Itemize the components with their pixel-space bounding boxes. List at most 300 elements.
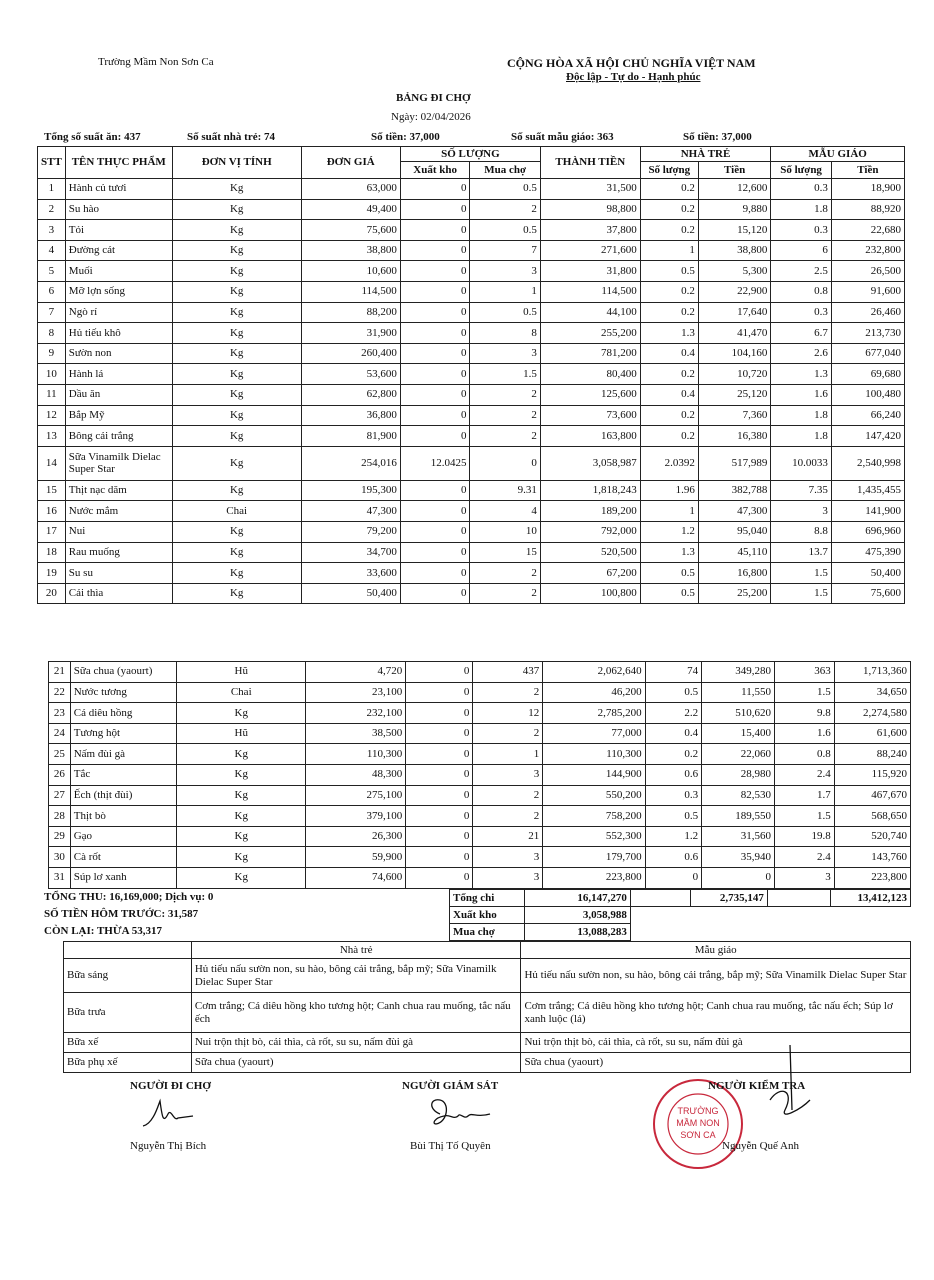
- cell-kinder-qty: 0.3: [771, 302, 831, 323]
- cell-qty-buy: 3: [470, 343, 540, 364]
- col-nursery-qty: Số lượng: [640, 162, 698, 179]
- cell-nursery-money: 38,800: [698, 240, 770, 261]
- cell-qty-out: 0: [406, 764, 473, 785]
- empty-cell: [767, 890, 830, 907]
- cell-stt: 1: [38, 179, 66, 200]
- cell-qty-out: 0: [400, 302, 470, 323]
- cell-qty-out: 0: [400, 426, 470, 447]
- cell-total: 125,600: [540, 384, 640, 405]
- cell-item-name: Nấm đùi gà: [70, 744, 177, 765]
- market-buy-label: Mua chợ: [450, 924, 525, 941]
- cell-item-name: Thịt nạc dăm: [65, 480, 172, 501]
- cell-kinder-qty: 3: [775, 867, 835, 888]
- cell-unit: Kg: [177, 703, 306, 724]
- cell-total: 31,800: [540, 261, 640, 282]
- cell-total: 550,200: [543, 785, 645, 806]
- cell-qty-out: 0: [400, 261, 470, 282]
- breakfast-kinder: Hủ tiếu nấu sườn non, su hào, bông cải trắng, bắp mỹ; Sữa Vinamilk Dielac Super Star: [521, 959, 911, 993]
- cell-qty-out: 0: [400, 583, 470, 604]
- cell-kinder-money: 2,274,580: [834, 703, 910, 724]
- cell-price: 53,600: [301, 364, 400, 385]
- cell-nursery-qty: 0.2: [640, 405, 698, 426]
- cell-nursery-qty: 0.2: [640, 426, 698, 447]
- page-title: BẢNG ĐI CHỢ: [396, 92, 471, 104]
- cell-qty-buy: 3: [473, 847, 543, 868]
- cell-kinder-qty: 0.3: [771, 220, 831, 241]
- kinder-meals: Số suất mẫu giáo: 363: [511, 131, 614, 143]
- cell-nursery-qty: 1.3: [640, 323, 698, 344]
- cell-unit: Kg: [172, 446, 301, 480]
- previous-balance: SỐ TIỀN HÔM TRƯỚC: 31,587: [44, 908, 199, 920]
- table-row: [49, 764, 911, 785]
- cell-kinder-money: 696,960: [831, 521, 904, 542]
- cell-total: 792,000: [540, 521, 640, 542]
- cell-qty-out: 0: [400, 240, 470, 261]
- cell-kinder-money: 232,800: [831, 240, 904, 261]
- cell-item-name: Su hào: [65, 199, 172, 220]
- cell-qty-buy: 15: [470, 542, 540, 563]
- table-row: [38, 563, 905, 584]
- cell-price: 260,400: [301, 343, 400, 364]
- cell-qty-out: 0: [406, 867, 473, 888]
- cell-unit: Kg: [172, 302, 301, 323]
- cell-qty-out: 0: [400, 384, 470, 405]
- cell-stt: 18: [38, 542, 66, 563]
- cell-unit: Kg: [172, 343, 301, 364]
- cell-stt: 22: [49, 682, 71, 703]
- cell-qty-buy: 1: [473, 744, 543, 765]
- cell-price: 33,600: [301, 563, 400, 584]
- cell-nursery-money: 15,120: [698, 220, 770, 241]
- cell-total: 271,600: [540, 240, 640, 261]
- cell-kinder-qty: 1.8: [771, 426, 831, 447]
- table-row: [38, 446, 905, 480]
- cell-unit: Kg: [172, 199, 301, 220]
- cell-item-name: Nước tương: [70, 682, 177, 703]
- col-kinder-money: Tiền: [831, 162, 904, 179]
- cell-qty-out: 0: [400, 343, 470, 364]
- meal-afternoon: Bữa xế: [64, 1033, 192, 1053]
- cell-kinder-qty: 2.4: [775, 764, 835, 785]
- cell-item-name: Đường cát: [65, 240, 172, 261]
- nursery-meals: Số suất nhà trẻ: 74: [187, 131, 276, 143]
- cell-item-name: Bắp Mỹ: [65, 405, 172, 426]
- cell-total: 520,500: [540, 542, 640, 563]
- total-meals: Tổng số suất ăn: 437: [44, 131, 141, 143]
- cell-unit: Hũ: [177, 723, 306, 744]
- cell-qty-out: 0: [406, 662, 473, 683]
- cell-price: 63,000: [301, 179, 400, 200]
- table-row: [49, 785, 911, 806]
- stamp-line1: TRƯỜNG: [677, 1106, 719, 1116]
- cell-kinder-money: 18,900: [831, 179, 904, 200]
- warehouse-out: 3,058,988: [524, 907, 630, 924]
- cell-unit: Kg: [172, 323, 301, 344]
- cell-unit: Kg: [172, 220, 301, 241]
- cell-kinder-money: 26,500: [831, 261, 904, 282]
- table-row: [38, 343, 905, 364]
- buyer-title: NGƯỜI ĐI CHỢ: [130, 1080, 211, 1092]
- empty-cell: [64, 942, 192, 959]
- cell-qty-buy: 0.5: [470, 179, 540, 200]
- cell-qty-buy: 2: [470, 583, 540, 604]
- cell-item-name: Sữa chua (yaourt): [70, 662, 177, 683]
- cell-nursery-money: 25,120: [698, 384, 770, 405]
- table-row: [38, 583, 905, 604]
- cell-qty-buy: 1: [470, 281, 540, 302]
- meal-lunch: Bữa trưa: [64, 993, 192, 1033]
- cell-qty-out: 0: [406, 785, 473, 806]
- col-total: THÀNH TIỀN: [540, 147, 640, 179]
- cell-unit: Kg: [172, 364, 301, 385]
- market-table-part1: [37, 146, 905, 604]
- total-income: TỔNG THU: 16,169,000; Dịch vụ: 0: [44, 891, 214, 903]
- cell-item-name: Sữa Vinamilk Dielac Super Star: [65, 446, 172, 480]
- cell-nursery-money: 17,640: [698, 302, 770, 323]
- checker-signature: [740, 1040, 820, 1130]
- cell-total: 2,785,200: [543, 703, 645, 724]
- cell-kinder-qty: 1.6: [775, 723, 835, 744]
- cell-nursery-qty: 0.2: [640, 364, 698, 385]
- table-row: [38, 426, 905, 447]
- col-unit: ĐƠN VỊ TÍNH: [172, 147, 301, 179]
- cell-kinder-qty: 1.8: [771, 405, 831, 426]
- cell-item-name: Hành lá: [65, 364, 172, 385]
- cell-nursery-money: 349,280: [702, 662, 775, 683]
- cell-unit: Hũ: [177, 662, 306, 683]
- cell-nursery-money: 35,940: [702, 847, 775, 868]
- cell-kinder-money: 100,480: [831, 384, 904, 405]
- cell-kinder-money: 22,680: [831, 220, 904, 241]
- cell-nursery-qty: 2.0392: [640, 446, 698, 480]
- cell-price: 50,400: [301, 583, 400, 604]
- cell-nursery-money: 47,300: [698, 501, 770, 522]
- cell-stt: 13: [38, 426, 66, 447]
- cell-qty-buy: 2: [470, 199, 540, 220]
- cell-nursery-qty: 0.6: [645, 847, 702, 868]
- cell-nursery-money: 7,360: [698, 405, 770, 426]
- cell-stt: 21: [49, 662, 71, 683]
- cell-kinder-money: 1,435,455: [831, 480, 904, 501]
- cell-kinder-money: 143,760: [834, 847, 910, 868]
- cell-nursery-qty: 0.5: [640, 261, 698, 282]
- cell-kinder-qty: 10.0033: [771, 446, 831, 480]
- cell-qty-buy: 12: [473, 703, 543, 724]
- buyer-name: Nguyễn Thị Bích: [130, 1140, 207, 1152]
- cell-price: 59,900: [306, 847, 406, 868]
- cell-kinder-qty: 2.6: [771, 343, 831, 364]
- cell-unit: Kg: [172, 542, 301, 563]
- cell-kinder-qty: 9.8: [775, 703, 835, 724]
- cell-total: 110,300: [543, 744, 645, 765]
- supervisor-title: NGƯỜI GIÁM SÁT: [402, 1080, 499, 1092]
- cell-kinder-qty: 8.8: [771, 521, 831, 542]
- cell-kinder-money: 141,900: [831, 501, 904, 522]
- cell-nursery-money: 382,788: [698, 480, 770, 501]
- cell-qty-buy: 4: [470, 501, 540, 522]
- cell-price: 38,500: [306, 723, 406, 744]
- menu-kinder-head: Mẫu giáo: [521, 942, 911, 959]
- cell-qty-out: 0: [406, 703, 473, 724]
- col-nursery: NHÀ TRẺ: [640, 147, 771, 162]
- cell-unit: Kg: [177, 744, 306, 765]
- cell-kinder-qty: 19.8: [775, 826, 835, 847]
- cell-qty-out: 0: [400, 542, 470, 563]
- cell-item-name: Cá diêu hồng: [70, 703, 177, 724]
- col-kinder-qty: Số lượng: [771, 162, 831, 179]
- cell-qty-buy: 3: [470, 261, 540, 282]
- cell-stt: 2: [38, 199, 66, 220]
- cell-nursery-money: 95,040: [698, 521, 770, 542]
- cell-qty-out: 0: [400, 364, 470, 385]
- cell-total: 67,200: [540, 563, 640, 584]
- empty-cell: [630, 907, 910, 924]
- cell-price: 31,900: [301, 323, 400, 344]
- breakfast-nursery: Hủ tiếu nấu sườn non, su hào, bông cải trắng, bắp mỹ; Sữa Vinamilk Dielac Super Star: [191, 959, 521, 993]
- cell-price: 47,300: [301, 501, 400, 522]
- cell-kinder-qty: 1.5: [775, 806, 835, 827]
- cell-nursery-qty: 0.3: [645, 785, 702, 806]
- table-row: [38, 220, 905, 241]
- cell-stt: 23: [49, 703, 71, 724]
- cell-kinder-money: 213,730: [831, 323, 904, 344]
- cell-kinder-qty: 1.3: [771, 364, 831, 385]
- cell-item-name: Súp lơ xanh: [70, 867, 177, 888]
- col-kinder: MẪU GIÁO: [771, 147, 905, 162]
- cell-qty-buy: 2: [470, 426, 540, 447]
- cell-stt: 14: [38, 446, 66, 480]
- cell-total: 31,500: [540, 179, 640, 200]
- cell-nursery-qty: 1.3: [640, 542, 698, 563]
- table-row: [38, 323, 905, 344]
- cell-kinder-money: 115,920: [834, 764, 910, 785]
- cell-stt: 7: [38, 302, 66, 323]
- cell-item-name: Bông cải trắng: [65, 426, 172, 447]
- total-spend: 16,147,270: [524, 890, 630, 907]
- school-name: Trường Mầm Non Sơn Ca: [98, 56, 214, 68]
- cell-price: 254,016: [301, 446, 400, 480]
- menu-nursery-head: Nhà trẻ: [191, 942, 521, 959]
- cell-qty-buy: 2: [473, 723, 543, 744]
- cell-kinder-money: 147,420: [831, 426, 904, 447]
- cell-kinder-qty: 7.35: [771, 480, 831, 501]
- cell-kinder-qty: 1.5: [771, 563, 831, 584]
- meal-breakfast: Bữa sáng: [64, 959, 192, 993]
- cell-total: 223,800: [543, 867, 645, 888]
- cell-stt: 6: [38, 281, 66, 302]
- cell-price: 62,800: [301, 384, 400, 405]
- cell-kinder-money: 677,040: [831, 343, 904, 364]
- table-row: [38, 501, 905, 522]
- cell-nursery-money: 22,060: [702, 744, 775, 765]
- total-spend-label: Tổng chi: [450, 890, 525, 907]
- cell-qty-out: 0: [400, 281, 470, 302]
- cell-stt: 31: [49, 867, 71, 888]
- cell-item-name: Thịt bò: [70, 806, 177, 827]
- cell-qty-out: 0: [400, 405, 470, 426]
- col-name: TÊN THỰC PHẨM: [65, 147, 172, 179]
- remaining-balance: CÒN LẠI: THỪA 53,317: [44, 925, 162, 937]
- cell-item-name: Ếch (thịt đùi): [70, 785, 177, 806]
- table-row: [49, 826, 911, 847]
- cell-nursery-money: 10,720: [698, 364, 770, 385]
- cell-qty-buy: 2: [473, 806, 543, 827]
- cell-total: 44,100: [540, 302, 640, 323]
- cell-stt: 5: [38, 261, 66, 282]
- cell-kinder-qty: 363: [775, 662, 835, 683]
- cell-stt: 12: [38, 405, 66, 426]
- cell-qty-out: 0: [400, 323, 470, 344]
- cell-qty-buy: 2: [473, 682, 543, 703]
- cell-qty-out: 0: [400, 179, 470, 200]
- cell-total: 781,200: [540, 343, 640, 364]
- cell-item-name: Nui: [65, 521, 172, 542]
- cell-price: 232,100: [306, 703, 406, 724]
- cell-qty-buy: 437: [473, 662, 543, 683]
- cell-price: 74,600: [306, 867, 406, 888]
- cell-item-name: Nước mắm: [65, 501, 172, 522]
- cell-qty-buy: 2: [470, 563, 540, 584]
- table-row: [49, 806, 911, 827]
- cell-item-name: Tỏi: [65, 220, 172, 241]
- cell-qty-buy: 7: [470, 240, 540, 261]
- cell-qty-buy: 0: [470, 446, 540, 480]
- cell-unit: Kg: [172, 281, 301, 302]
- cell-nursery-qty: 74: [645, 662, 702, 683]
- cell-qty-buy: 0.5: [470, 220, 540, 241]
- cell-nursery-money: 15,400: [702, 723, 775, 744]
- cell-nursery-money: 0: [702, 867, 775, 888]
- cell-price: 195,300: [301, 480, 400, 501]
- cell-total: 73,600: [540, 405, 640, 426]
- col-qty: SỐ LƯỢNG: [400, 147, 540, 162]
- cell-stt: 11: [38, 384, 66, 405]
- cell-total: 255,200: [540, 323, 640, 344]
- cell-qty-out: 0: [406, 744, 473, 765]
- cell-total: 1,818,243: [540, 480, 640, 501]
- cell-stt: 8: [38, 323, 66, 344]
- cell-total: 46,200: [543, 682, 645, 703]
- cell-qty-out: 12.0425: [400, 446, 470, 480]
- cell-kinder-money: 467,670: [834, 785, 910, 806]
- cell-nursery-qty: 0.4: [640, 384, 698, 405]
- cell-stt: 28: [49, 806, 71, 827]
- lunch-nursery: Cơm trắng; Cá diêu hồng kho tương hột; Canh chua rau muống, tắc nấu ếch: [191, 993, 521, 1033]
- cell-price: 23,100: [306, 682, 406, 703]
- col-price: ĐƠN GIÁ: [301, 147, 400, 179]
- cell-nursery-qty: 0.2: [640, 281, 698, 302]
- cell-stt: 30: [49, 847, 71, 868]
- cell-nursery-money: 25,200: [698, 583, 770, 604]
- cell-kinder-money: 66,240: [831, 405, 904, 426]
- table-row: [38, 179, 905, 200]
- cell-qty-buy: 1.5: [470, 364, 540, 385]
- cell-total: 3,058,987: [540, 446, 640, 480]
- cell-item-name: Mỡ lợn sống: [65, 281, 172, 302]
- cell-nursery-qty: 0.2: [640, 179, 698, 200]
- cell-kinder-qty: 6: [771, 240, 831, 261]
- cell-nursery-qty: 0.6: [645, 764, 702, 785]
- cell-qty-out: 0: [400, 563, 470, 584]
- cell-unit: Kg: [172, 240, 301, 261]
- cell-nursery-money: 104,160: [698, 343, 770, 364]
- cell-total: 37,800: [540, 220, 640, 241]
- meal-snack: Bữa phụ xế: [64, 1053, 192, 1073]
- cell-kinder-money: 88,240: [834, 744, 910, 765]
- cell-unit: Kg: [172, 583, 301, 604]
- cell-stt: 20: [38, 583, 66, 604]
- table-row: [49, 703, 911, 724]
- cell-qty-out: 0: [406, 806, 473, 827]
- cell-unit: Kg: [172, 179, 301, 200]
- cell-nursery-money: 28,980: [702, 764, 775, 785]
- cell-qty-buy: 2: [470, 384, 540, 405]
- cell-kinder-qty: 13.7: [771, 542, 831, 563]
- cell-unit: Chai: [172, 501, 301, 522]
- cell-nursery-money: 22,900: [698, 281, 770, 302]
- cell-price: 34,700: [301, 542, 400, 563]
- cell-unit: Chai: [177, 682, 306, 703]
- cell-price: 49,400: [301, 199, 400, 220]
- cell-nursery-qty: 0.5: [645, 806, 702, 827]
- cell-item-name: Rau muống: [65, 542, 172, 563]
- cell-total: 163,800: [540, 426, 640, 447]
- cell-nursery-money: 12,600: [698, 179, 770, 200]
- table-row: [38, 261, 905, 282]
- afternoon-kinder: Nui trộn thịt bò, cải thìa, cà rốt, su su, nấm đùi gà: [521, 1033, 911, 1053]
- cell-item-name: Sườn non: [65, 343, 172, 364]
- cell-qty-out: 0: [406, 847, 473, 868]
- cell-nursery-qty: 0.5: [640, 583, 698, 604]
- table-row: [38, 542, 905, 563]
- table-row: [38, 281, 905, 302]
- cell-kinder-qty: 6.7: [771, 323, 831, 344]
- cell-kinder-money: 69,680: [831, 364, 904, 385]
- cell-qty-buy: 2: [470, 405, 540, 426]
- cell-kinder-money: 26,460: [831, 302, 904, 323]
- cell-price: 275,100: [306, 785, 406, 806]
- col-qty-out: Xuất kho: [400, 162, 470, 179]
- cell-kinder-money: 91,600: [831, 281, 904, 302]
- lunch-kinder: Cơm trắng; Cá diêu hồng kho tương hột; Canh chua rau muống, tắc nấu ếch; Súp lơ xanh luộc (lá): [521, 993, 911, 1033]
- cell-stt: 24: [49, 723, 71, 744]
- table-row: [38, 364, 905, 385]
- cell-price: 4,720: [306, 662, 406, 683]
- cell-total: 100,800: [540, 583, 640, 604]
- cell-total: 144,900: [543, 764, 645, 785]
- cell-nursery-qty: 1: [640, 501, 698, 522]
- cell-qty-out: 0: [406, 682, 473, 703]
- stamp-line2: MẦM NON: [676, 1118, 720, 1128]
- cell-nursery-qty: 0.5: [640, 563, 698, 584]
- cell-nursery-qty: 1.96: [640, 480, 698, 501]
- cell-price: 88,200: [301, 302, 400, 323]
- cell-item-name: Gạo: [70, 826, 177, 847]
- cell-nursery-qty: 1.2: [645, 826, 702, 847]
- cell-price: 48,300: [306, 764, 406, 785]
- cell-total: 189,200: [540, 501, 640, 522]
- cell-total: 179,700: [543, 847, 645, 868]
- cell-unit: Kg: [172, 384, 301, 405]
- kinder-amount: Số tiền: 37,000: [683, 131, 752, 143]
- empty-cell: [630, 924, 910, 941]
- cell-stt: 3: [38, 220, 66, 241]
- cell-price: 26,300: [306, 826, 406, 847]
- cell-price: 379,100: [306, 806, 406, 827]
- cell-price: 10,600: [301, 261, 400, 282]
- col-nursery-money: Tiền: [698, 162, 770, 179]
- cell-qty-out: 0: [400, 501, 470, 522]
